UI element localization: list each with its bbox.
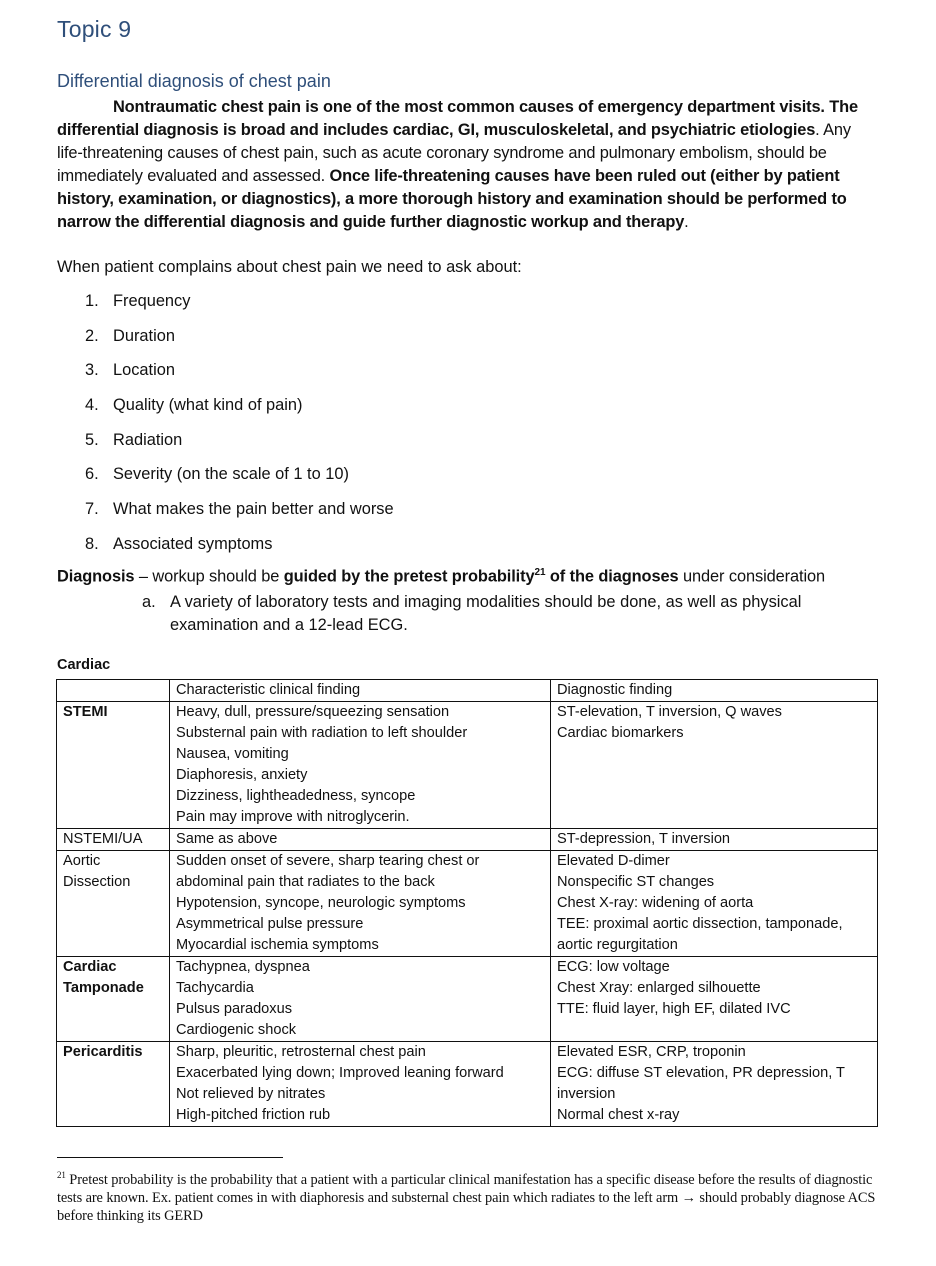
intro-normal-2: . <box>684 213 689 231</box>
clinical-finding-line: Pulsus paradoxus <box>176 1001 293 1017</box>
cardiac-differential-table <box>56 679 878 1127</box>
clinical-finding-line: abdominal pain that radiates to the back <box>176 874 435 890</box>
table-row <box>57 702 878 829</box>
list-item: 2. Duration <box>85 326 175 345</box>
diagnostic-finding-line: Elevated D-dimer <box>557 853 670 869</box>
diagnostic-finding-line: Elevated ESR, CRP, troponin <box>557 1044 746 1060</box>
list-item: 8. Associated symptoms <box>85 534 273 553</box>
diagnostic-finding-cell <box>551 1042 878 1127</box>
diagnostic-finding-line: Cardiac biomarkers <box>557 725 684 741</box>
diagnostic-finding-line: inversion <box>557 1086 616 1102</box>
footnote-ref[interactable]: 21 <box>534 567 546 578</box>
footnote-number: 21 <box>57 1170 66 1180</box>
diagnostic-finding-line: TTE: fluid layer, high EF, dilated IVC <box>557 1001 791 1017</box>
footnote <box>57 1166 882 1225</box>
table-caption: Cardiac <box>57 657 111 673</box>
clinical-finding-line: Tachypnea, dyspnea <box>176 959 310 975</box>
diagnostic-finding-cell <box>551 957 878 1042</box>
clinical-finding-line: Exacerbated lying down; Improved leaning forward <box>176 1065 504 1081</box>
list-item: 1. Frequency <box>85 292 191 310</box>
clinical-finding-line: Diaphoresis, anxiety <box>176 767 308 783</box>
diagnostic-finding-line: Normal chest x-ray <box>557 1107 680 1123</box>
ask-intro: When patient complains about chest pain we need to ask about: <box>57 258 522 276</box>
clinical-finding-line: Substernal pain with radiation to left shoulder <box>176 725 468 741</box>
footnote-text: Pretest probability is the probability that a patient with a particular clinical manifestation has a specific disease before the results of diagnostic tests are known. Ex. patient comes in with diaphoresis and substernal chest pain which radiates to the left arm → should probably diagnose ACS before thinking its GERD <box>57 1171 876 1224</box>
header-cell: Characteristic clinical finding <box>170 680 551 702</box>
intro-paragraph <box>57 96 875 234</box>
table-header-row <box>57 680 878 702</box>
table-row <box>57 1042 878 1127</box>
clinical-finding-line: Not relieved by nitrates <box>176 1086 326 1102</box>
clinical-finding-line: Myocardial ischemia symptoms <box>176 937 379 953</box>
clinical-finding-line: Dizziness, lightheadedness, syncope <box>176 788 416 804</box>
diagnostic-finding-line: ECG: diffuse ST elevation, PR depression, T <box>557 1065 845 1081</box>
clinical-finding-line: Same as above <box>176 831 278 847</box>
diagnostic-finding-line: ECG: low voltage <box>557 959 670 975</box>
section-title: Differential diagnosis of chest pain <box>57 71 331 91</box>
clinical-finding-line: Sharp, pleuritic, retrosternal chest pain <box>176 1044 426 1060</box>
clinical-finding-line: Cardiogenic shock <box>176 1022 297 1038</box>
intro-bold-2: Once life-threatening causes have been ruled out (either by patient history, examination, or diagnostics), a more thorough history and examination should be performed to narrow the differential diagnosis and guide further diagnostic workup and therapy <box>57 167 847 231</box>
footnote-separator <box>57 1157 283 1158</box>
list-item: 7. What makes the pain better and worse <box>85 500 394 519</box>
clinical-finding-cell <box>170 829 551 851</box>
list-item: 5. Radiation <box>85 430 183 449</box>
clinical-finding-cell <box>170 702 551 829</box>
clinical-finding-line: Nausea, vomiting <box>176 746 289 762</box>
clinical-finding-line: Heavy, dull, pressure/squeezing sensation <box>176 704 450 720</box>
diagnostic-finding-line: TEE: proximal aortic dissection, tamponade, <box>557 916 843 932</box>
clinical-finding-cell <box>170 1042 551 1127</box>
history-question-list <box>85 292 394 570</box>
topic-title: Topic 9 <box>57 16 132 42</box>
table-row <box>57 851 878 957</box>
condition-cell: Aortic Dissection <box>57 851 170 957</box>
clinical-finding-line: Sudden onset of severe, sharp tearing chest or <box>176 853 480 869</box>
list-item: 6. Severity (on the scale of 1 to 10) <box>85 465 349 484</box>
condition-cell: Pericarditis <box>57 1042 170 1127</box>
intro-normal-1: . Any life-threatening causes of chest pain, such as acute coronary syndrome and pulmonary embolism, should be immediately evaluated and assessed. <box>57 121 851 185</box>
diagnostic-finding-line: Nonspecific ST changes <box>557 874 715 890</box>
header-cell <box>57 680 170 702</box>
condition-cell: NSTEMI/UA <box>57 829 170 851</box>
clinical-finding-line: Tachycardia <box>176 980 254 996</box>
diagnosis-subitem: a. A variety of laboratory tests and imaging modalities should be done, as well as physical examination and a 12-lead ECG. <box>142 593 802 634</box>
header-cell: Diagnostic finding <box>551 680 878 702</box>
diagnostic-finding-line: ST-depression, T inversion <box>557 831 731 847</box>
list-item: 3. Location <box>85 361 175 380</box>
table-row <box>57 829 878 851</box>
clinical-finding-line: High-pitched friction rub <box>176 1107 331 1123</box>
clinical-finding-cell <box>170 957 551 1042</box>
diagnostic-finding-line: Chest Xray: enlarged silhouette <box>557 980 761 996</box>
diagnostic-finding-line: aortic regurgitation <box>557 937 678 953</box>
condition-cell: STEMI <box>57 702 170 829</box>
list-item: 4. Quality (what kind of pain) <box>85 396 303 415</box>
diagnosis-paragraph: Diagnosis – workup should be guided by the pretest probability$^{21}$ of the diagnoses under consideration <box>57 567 826 586</box>
diagnosis-label: Diagnosis <box>57 567 135 586</box>
clinical-finding-line: Pain may improve with nitroglycerin. <box>176 809 410 825</box>
diagnostic-finding-cell <box>551 829 878 851</box>
intro-bold-1: Nontraumatic chest pain is one of the most common causes of emergency department visits. The differential diagnosis is broad and includes cardiac, GI, musculoskeletal, and psychiatric etiologies <box>57 98 858 139</box>
clinical-finding-line: Hypotension, syncope, neurologic symptoms <box>176 895 466 911</box>
diagnostic-finding-line: ST-elevation, T inversion, Q waves <box>557 704 782 720</box>
diagnostic-finding-cell <box>551 851 878 957</box>
clinical-finding-cell <box>170 851 551 957</box>
clinical-finding-line: Asymmetrical pulse pressure <box>176 916 364 932</box>
diagnostic-finding-cell <box>551 702 878 829</box>
diagnostic-finding-line: Chest X-ray: widening of aorta <box>557 895 754 911</box>
table-row <box>57 957 878 1042</box>
condition-cell: Cardiac Tamponade <box>57 957 170 1042</box>
